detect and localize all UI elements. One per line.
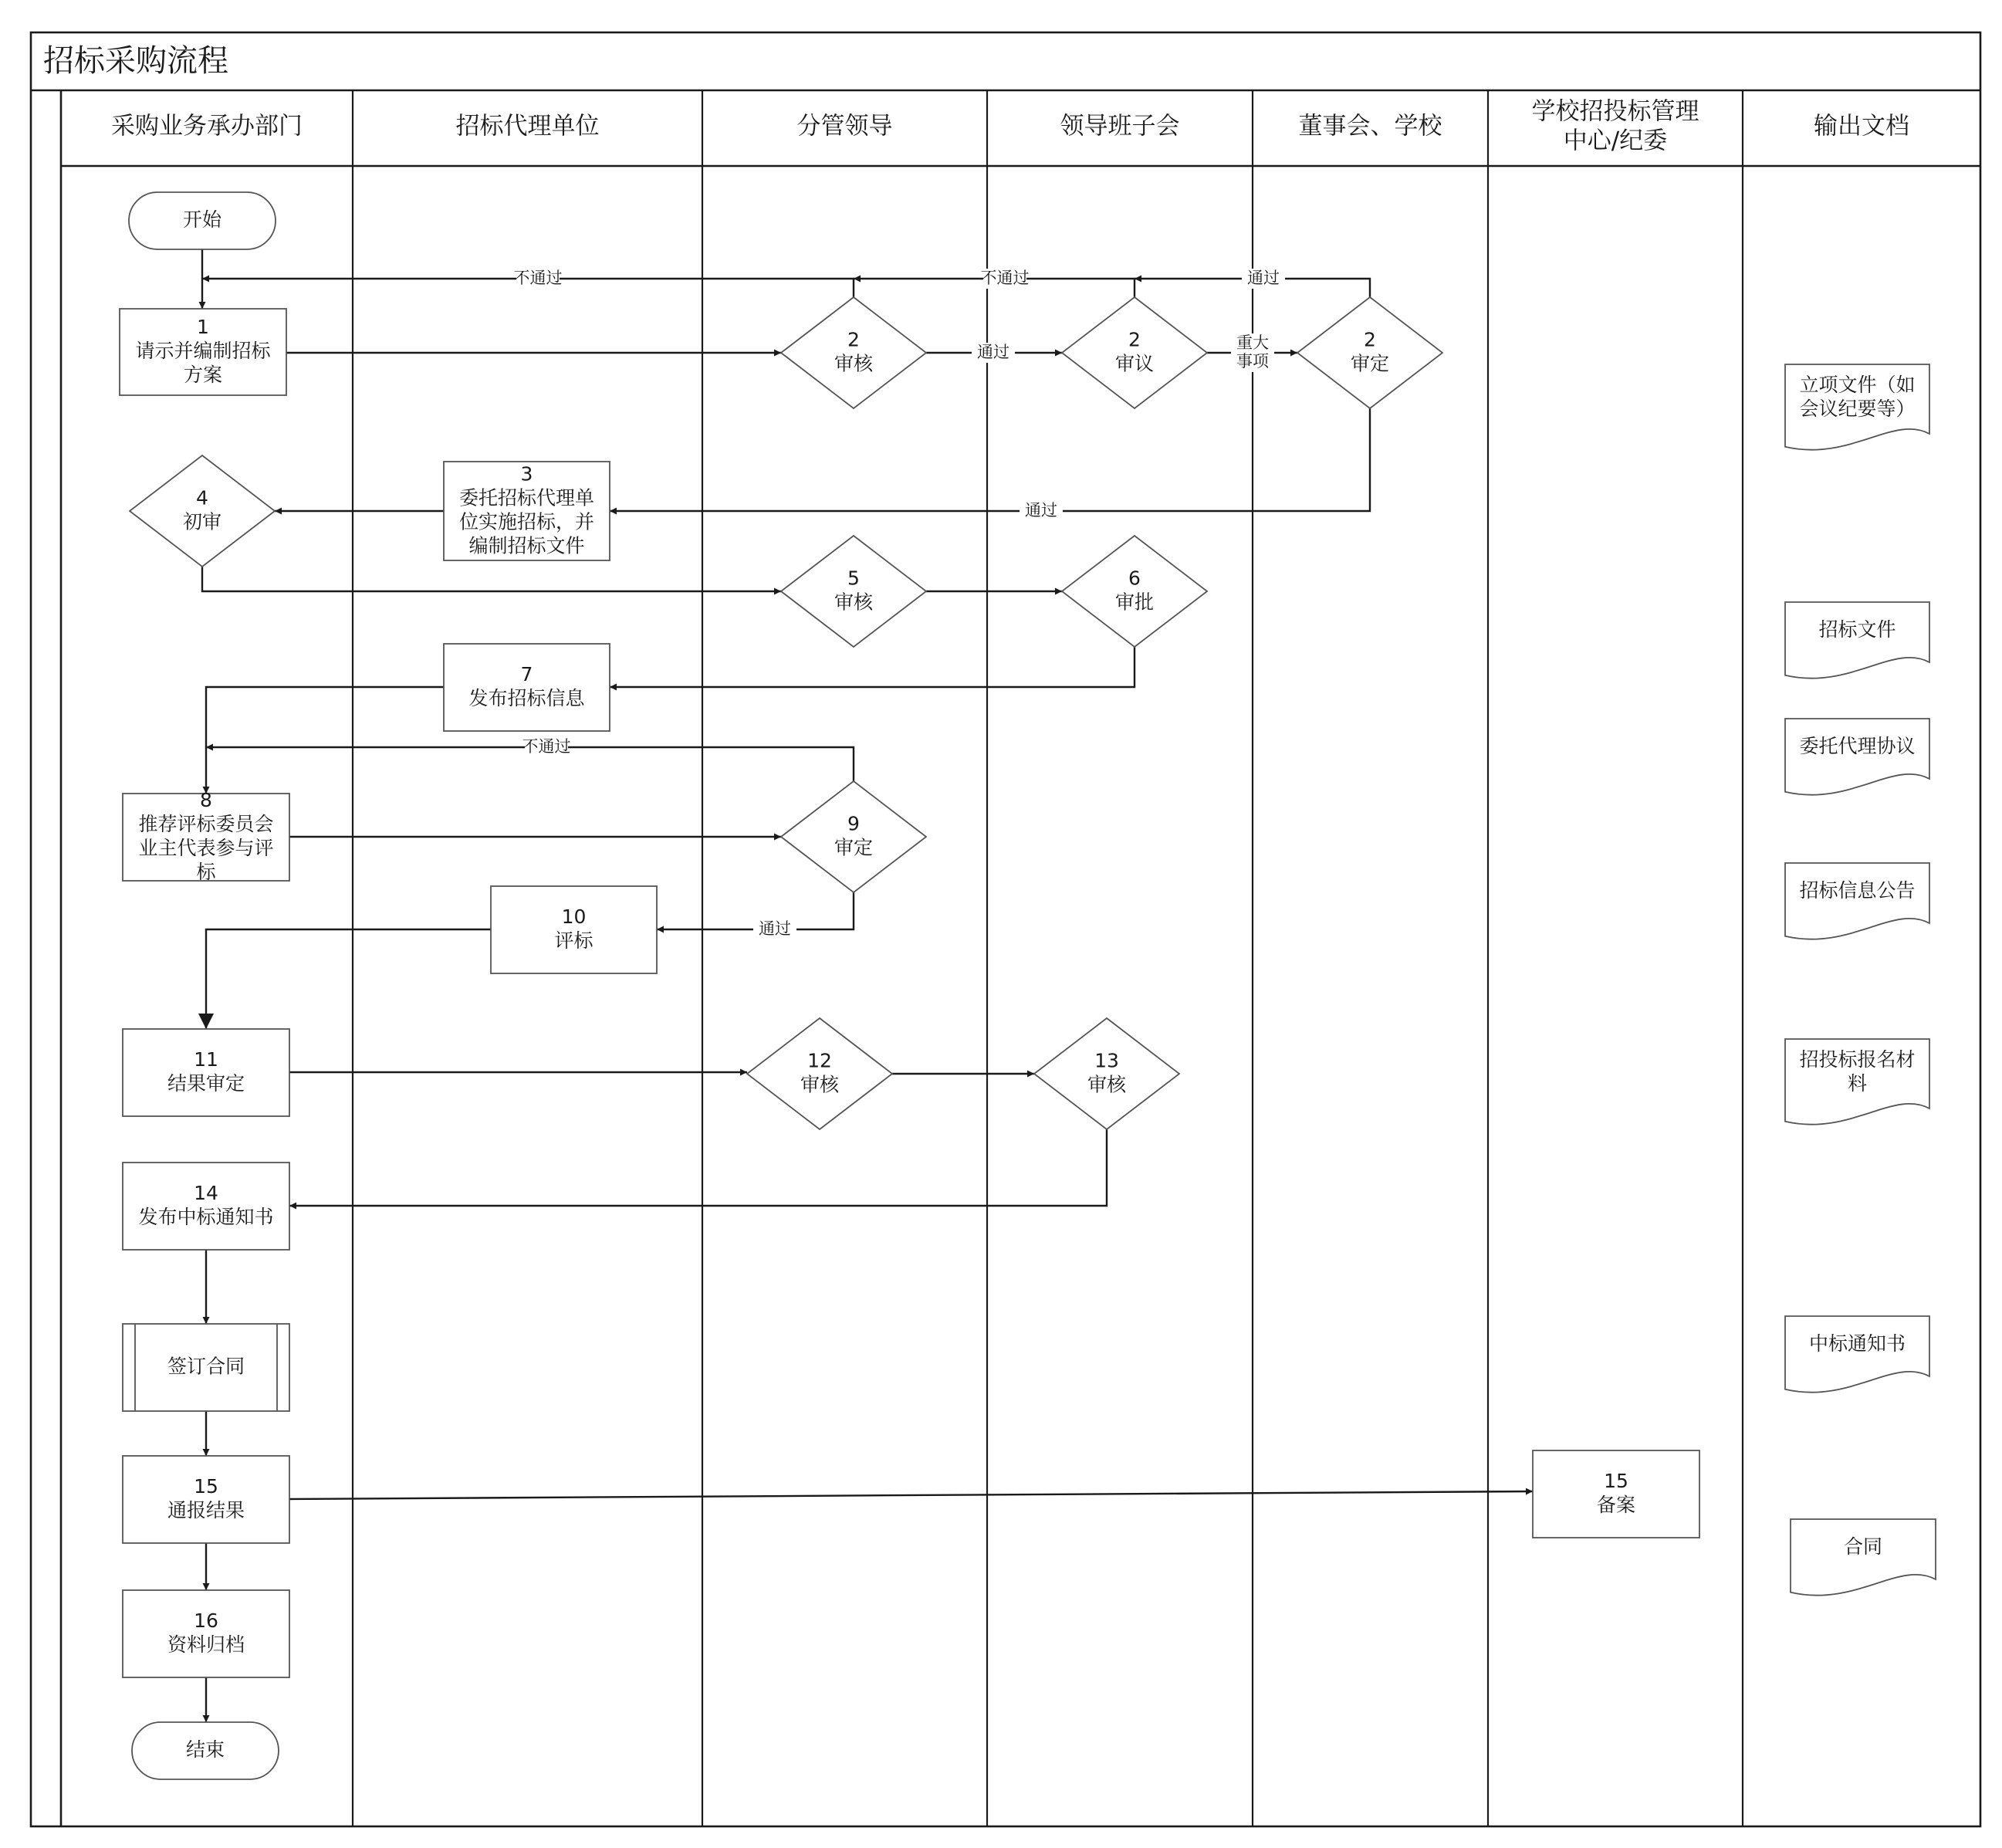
lane-header-center [1532, 98, 1699, 155]
node-label: 编制招标文件 [468, 534, 585, 557]
node-label: 委托招标代理单 [458, 486, 595, 509]
node-label: 11 [194, 1048, 218, 1071]
node-label: 初审 [182, 510, 222, 533]
node-d4 [130, 455, 275, 567]
edge-label: 通过 [1025, 501, 1057, 520]
document-label: 招标信息公告 [1799, 878, 1916, 902]
node-n8 [123, 789, 289, 883]
node-label: 16 [194, 1609, 218, 1632]
edge-label: 通过 [1247, 269, 1280, 287]
node-label: 7 [520, 663, 533, 685]
node-label: 发布中标通知书 [138, 1206, 274, 1228]
node-label: 评标 [554, 929, 593, 952]
edge-label: 通过 [977, 343, 1009, 361]
node-label: 审定 [834, 836, 874, 859]
edge-label: 事项 [1236, 352, 1269, 371]
document-doc3 [1785, 719, 1929, 795]
node-label: 发布招标信息 [468, 687, 585, 709]
document-label: 会议纪要等） [1799, 398, 1916, 421]
node-n1 [120, 309, 286, 395]
node-d9 [781, 781, 926, 892]
edges [202, 249, 1533, 1722]
lane-headers [111, 98, 1909, 155]
node-label: 结果审定 [167, 1072, 245, 1095]
node-d2a [781, 297, 926, 408]
node-d5 [781, 536, 926, 647]
edge-label: 重大 [1236, 333, 1269, 352]
edge-e12 [610, 647, 1135, 687]
document-label: 料 [1847, 1072, 1868, 1095]
lane-header-label: 采购业务承办部门 [111, 112, 303, 140]
node-label: 10 [561, 905, 587, 928]
document-label: 合同 [1843, 1535, 1883, 1558]
edge-e10 [202, 567, 781, 591]
lane-header-leader [797, 113, 893, 140]
lane-header-label: 输出文档 [1814, 112, 1909, 140]
document-doc4 [1785, 863, 1929, 939]
node-label: 6 [1128, 567, 1141, 590]
document-label: 委托代理协议 [1799, 734, 1916, 757]
node-label: 2 [1128, 328, 1141, 351]
nodes [120, 192, 1699, 1779]
diagram-title: 招标采购流程 [43, 43, 228, 79]
output-documents [1785, 364, 1936, 1596]
node-label: 业主代表参与评 [138, 837, 274, 859]
node-n10 [491, 886, 657, 973]
node-label: 3 [520, 462, 533, 486]
node-label: 位实施招标，并 [458, 510, 595, 533]
lane-header-dept [111, 113, 303, 140]
node-label: 审批 [1114, 591, 1155, 614]
node-label: 15 [1604, 1470, 1628, 1492]
node-label: 审核 [800, 1073, 840, 1096]
edge-label: 不通过 [980, 269, 1030, 287]
node-label: 12 [807, 1049, 832, 1072]
node-label: 审核 [1087, 1073, 1127, 1096]
node-label: 15 [194, 1475, 218, 1498]
node-n7 [444, 644, 610, 731]
node-label: 标 [196, 861, 216, 883]
node-label: 结束 [185, 1738, 225, 1761]
node-label: 1 [197, 316, 209, 338]
edge-label: 不通过 [513, 269, 563, 287]
edge-e17 [206, 929, 491, 1029]
node-n15b [1533, 1450, 1699, 1538]
lane-header-label: 董事会、学校 [1298, 112, 1442, 140]
edge-label: 不通过 [522, 737, 571, 756]
node-label: 通报结果 [167, 1499, 245, 1521]
node-d6 [1062, 536, 1207, 647]
node-label: 4 [196, 486, 208, 509]
lane-header-school [1299, 113, 1443, 140]
document-label: 中标通知书 [1808, 1332, 1906, 1355]
node-n3 [444, 462, 610, 560]
node-label: 审定 [1350, 352, 1390, 375]
node-d2b [1062, 297, 1207, 408]
node-n11 [123, 1029, 289, 1116]
lane-header-agency [456, 113, 600, 140]
edge-label: 通过 [759, 919, 791, 938]
lane-header-label: 招标代理单位 [455, 112, 600, 140]
node-start [129, 192, 276, 249]
edge-e13 [206, 687, 444, 794]
node-label: 备案 [1596, 1494, 1636, 1516]
node-label: 方案 [183, 364, 223, 386]
node-label: 推荐评标委员会 [138, 813, 274, 835]
lane-header-label: 中心/纪委 [1563, 127, 1668, 155]
lane-header-label: 学校招投标管理 [1531, 97, 1699, 126]
node-label: 审议 [1114, 352, 1155, 375]
node-d2c [1297, 297, 1442, 408]
edge-e23 [289, 1491, 1533, 1499]
node-sign [123, 1324, 289, 1411]
node-label: 审核 [834, 352, 874, 375]
node-n16 [123, 1590, 289, 1677]
node-end [132, 1722, 279, 1779]
document-label: 招标文件 [1818, 618, 1896, 641]
node-label: 8 [200, 789, 212, 811]
document-doc2 [1785, 602, 1929, 679]
node-label: 开始 [182, 208, 222, 231]
lane-header-board [1060, 113, 1180, 140]
node-d12 [747, 1018, 892, 1129]
node-label: 2 [847, 328, 860, 351]
document-label: 招投标报名材 [1799, 1048, 1916, 1071]
lane-header-label: 领导班子会 [1060, 112, 1180, 140]
node-n15 [123, 1456, 289, 1543]
document-doc5 [1785, 1039, 1929, 1125]
document-doc6 [1785, 1316, 1929, 1393]
node-label: 2 [1364, 328, 1376, 351]
node-label: 请示并编制招标 [135, 340, 271, 362]
edge-e20 [289, 1129, 1107, 1206]
document-doc7 [1791, 1519, 1936, 1596]
edge-e8 [610, 408, 1370, 511]
document-label: 立项文件（如 [1799, 374, 1916, 397]
node-label: 13 [1094, 1049, 1119, 1072]
node-label: 9 [847, 812, 860, 835]
lane-header-output [1814, 113, 1909, 140]
document-doc1 [1785, 364, 1929, 450]
lane-header-label: 分管领导 [796, 112, 893, 140]
node-label: 签订合同 [167, 1355, 245, 1378]
node-label: 14 [194, 1182, 218, 1204]
node-label: 资料归档 [167, 1633, 245, 1656]
node-label: 5 [847, 567, 860, 590]
node-label: 审核 [834, 591, 874, 614]
node-n14 [123, 1163, 289, 1250]
node-d13 [1034, 1018, 1179, 1129]
